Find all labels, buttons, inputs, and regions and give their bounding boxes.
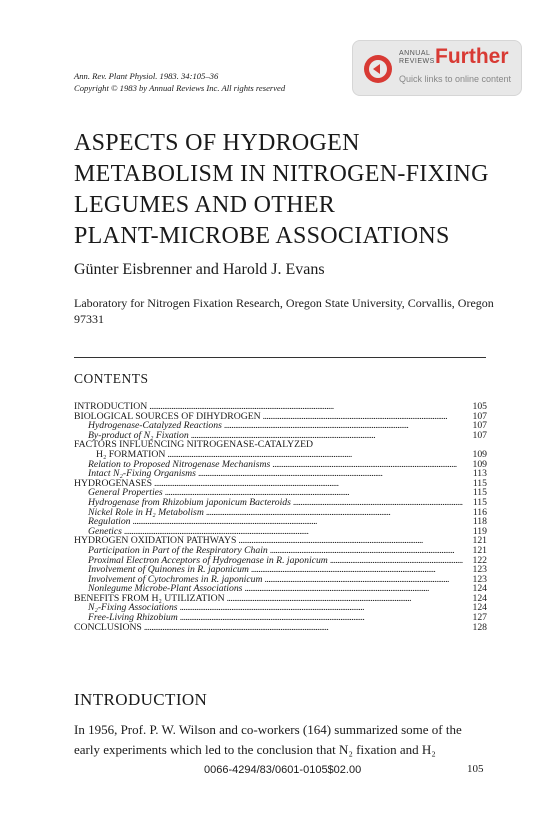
toc-entry-label: BENEFITS FROM H₂ UTILIZATION: [74, 592, 225, 604]
further-wordmark: Further: [435, 45, 509, 68]
toc-entry-label: Hydrogenase-Catalyzed Reactions: [88, 420, 222, 432]
toc-leader-dots: [180, 613, 463, 623]
toc-leader-dots: [224, 421, 463, 431]
toc-entry-label: Proximal Electron Acceptors of Hydrogenase in R. japonicum: [88, 554, 328, 566]
toc-entry-label: Intact N₂-Fixing Organisms: [88, 468, 196, 480]
toc-entry-page: 123: [472, 564, 487, 576]
toc-entry-label: N₂-Fixing Associations: [88, 602, 178, 614]
toc-entry-page: 115: [472, 477, 487, 489]
toc-entry-page: 121: [472, 544, 487, 556]
introduction-paragraph: [74, 720, 487, 760]
title-line: ASPECTS OF HYDROGEN: [74, 130, 360, 156]
toc-entry-label: INTRODUCTION: [74, 401, 148, 412]
toc-leader-dots: [154, 479, 463, 489]
toc-entry-page: 116: [472, 506, 487, 518]
toc-entry-page: 109: [472, 458, 487, 470]
contents-heading: CONTENTS: [74, 371, 149, 386]
title-line: METABOLISM IN NITROGEN-FIXING: [74, 161, 489, 187]
annual-label: ANNUAL: [399, 50, 431, 57]
toc-entry-page: 121: [472, 535, 487, 547]
toc-entry-page: 107: [472, 410, 487, 422]
toc-entry-page: 124: [472, 602, 487, 614]
table-of-contents: [74, 402, 487, 632]
annual-reviews-wordmark: [399, 50, 435, 66]
toc-entry-page: 113: [472, 468, 487, 480]
title-line: LEGUMES AND OTHER: [74, 192, 336, 218]
author-affiliation: Laboratory for Nitrogen Fixation Research, Oregon State University, Corvallis, Oregon 97331: [74, 296, 494, 326]
toc-leader-dots: [133, 517, 463, 527]
toc-entry-label: By-product of N₂ Fixation: [88, 429, 189, 441]
toc-entry-label: Involvement of Cytochromes in R. japonicum: [88, 573, 263, 585]
toc-entry-page: 124: [472, 592, 487, 604]
article-authors: Günter Eisbrenner and Harold J. Evans: [74, 261, 325, 278]
toc-leader-dots: [144, 623, 463, 633]
toc-entry-label: Free-Living Rhizobium: [88, 612, 178, 624]
introduction-heading: INTRODUCTION: [74, 690, 208, 709]
toc-leader-dots: [244, 584, 463, 594]
toc-entry-label: HYDROGEN OXIDATION PATHWAYS: [74, 535, 237, 547]
toc-entry-page: 109: [472, 448, 487, 460]
toc-entry-label: Involvement of Quinones in R. japonicum: [88, 564, 249, 576]
toc-entry-page: 128: [472, 621, 487, 633]
toc-entry[interactable]: [74, 508, 487, 518]
toc-leader-dots: [180, 603, 463, 613]
section-divider: [74, 357, 486, 358]
toc-entry-label: Nickel Role in H₂ Metabolism: [88, 506, 204, 518]
toc-entry-label: H₂ FORMATION: [96, 448, 166, 460]
toc-entry-label: HYDROGENASES: [74, 477, 153, 489]
toc-entry-label: Relation to Proposed Nitrogenase Mechanisms: [88, 458, 271, 470]
toc-entry-label: BIOLOGICAL SOURCES OF DIHYDROGEN: [74, 410, 261, 422]
page-number: 105: [467, 763, 484, 775]
toc-entry-label: General Properties: [88, 487, 163, 499]
article-code: 0066-4294/83/0601-0105$02.00: [204, 764, 362, 776]
toc-entry-page: 115: [472, 487, 487, 499]
toc-entry[interactable]: [74, 517, 487, 527]
toc-leader-dots: [198, 469, 463, 479]
toc-entry-label: Hydrogenase from Rhizobium japonicum Bacteroids: [88, 496, 291, 508]
toc-entry-page: 107: [472, 420, 487, 432]
journal-citation: [74, 70, 285, 94]
toc-entry[interactable]: [74, 623, 487, 633]
citation-line-1: Ann. Rev. Plant Physiol. 1983. 34:105–36: [74, 71, 219, 81]
toc-entry-page: 124: [472, 583, 487, 595]
toc-entry-label: FACTORS INFLUENCING NITROGENASE-CATALYZED: [74, 439, 313, 451]
toc-entry-page: 118: [472, 516, 487, 528]
title-line: PLANT-MICROBE ASSOCIATIONS: [74, 223, 450, 249]
toc-leader-dots: [238, 536, 463, 546]
article-title: [74, 128, 489, 252]
toc-entry-page: 107: [472, 429, 487, 441]
paragraph-line: early experiments which led to the conclusion that N₂ fixation and H₂: [74, 742, 436, 757]
toc-entry-page: 127: [472, 612, 487, 624]
toc-leader-dots: [263, 412, 463, 422]
toc-entry-label: Regulation: [88, 516, 131, 528]
toc-entry-label: Participation in Part of the Respiratory Chain: [88, 544, 268, 556]
toc-leader-dots: [272, 460, 463, 470]
further-badge-link[interactable]: [352, 40, 522, 96]
reviews-label: REVIEWS: [399, 58, 435, 65]
toc-leader-dots: [265, 575, 463, 585]
toc-leader-dots: [206, 508, 463, 518]
toc-entry-page: 119: [472, 525, 487, 537]
toc-leader-dots: [330, 556, 463, 566]
citation-line-2: Copyright © 1983 by Annual Reviews Inc. All rights reserved: [74, 83, 286, 93]
toc-entry-label: CONCLUSIONS: [74, 621, 142, 633]
further-subtitle: Quick links to online content: [399, 74, 512, 84]
toc-leader-dots: [293, 498, 463, 508]
toc-entry-page: 105: [472, 401, 487, 412]
annual-reviews-logo-icon: [364, 55, 392, 83]
toc-entry-label: Nonlegume Microbe-Plant Associations: [88, 583, 243, 595]
toc-entry-label: Genetics: [88, 525, 122, 537]
toc-entry-page: 123: [472, 573, 487, 585]
toc-entry-page: 115: [472, 496, 487, 508]
paragraph-line: In 1956, Prof. P. W. Wilson and co-workers (164) summarized some of the: [74, 722, 462, 737]
toc-leader-dots: [227, 594, 463, 604]
toc-entry-page: 122: [472, 554, 487, 566]
toc-leader-dots: [251, 565, 463, 575]
